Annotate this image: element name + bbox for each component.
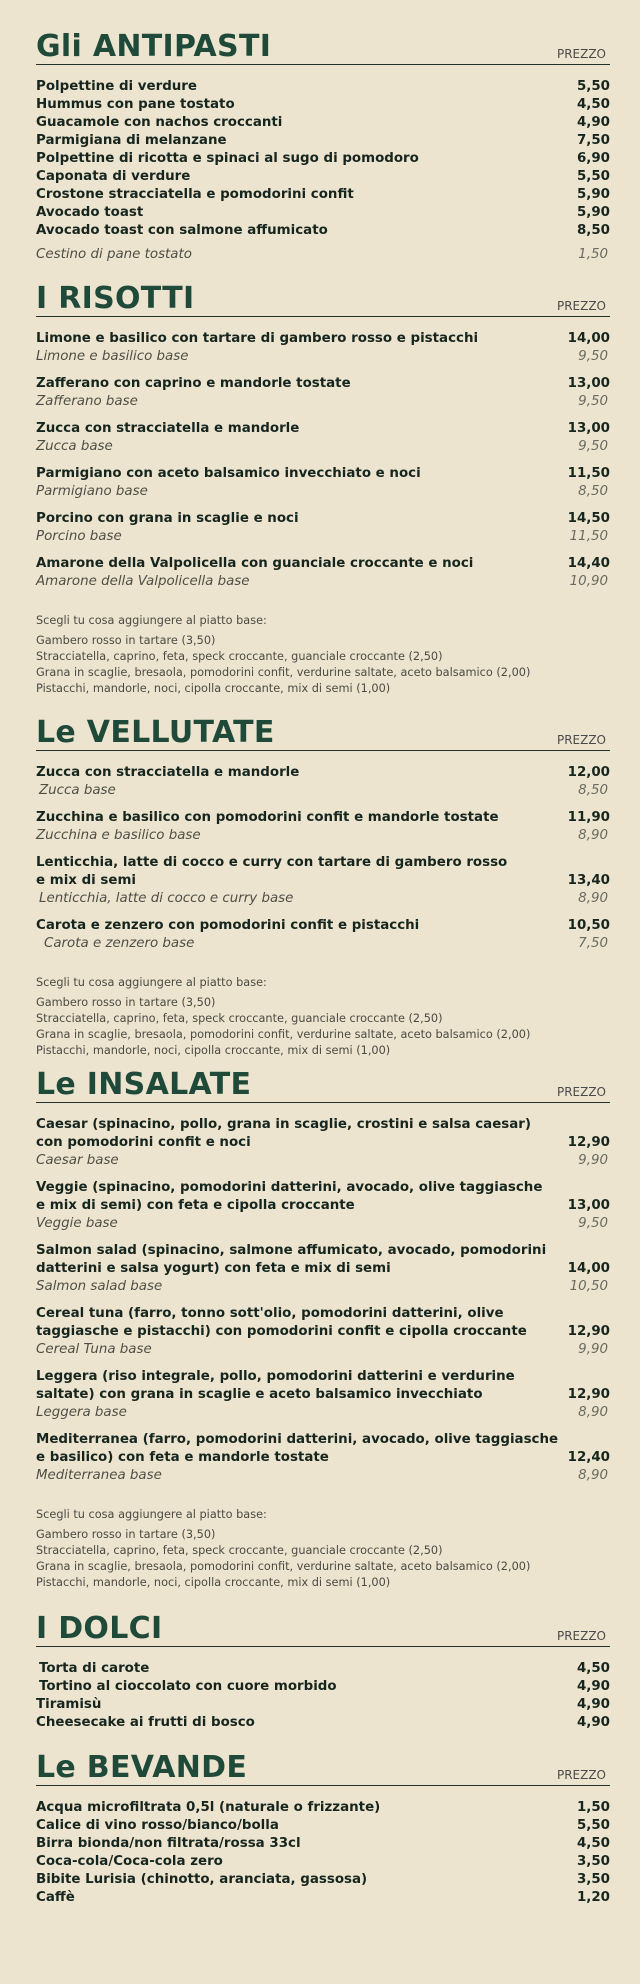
item-name: Parmigiano con aceto balsamico invecchiato e noci <box>36 466 421 481</box>
item-name: Zucca con stracciatella e mandorle <box>36 765 300 780</box>
menu-item <box>36 168 610 186</box>
item-price: 8,50 <box>576 223 610 238</box>
item-name: Coca-cola/Coca-cola zero <box>36 1854 223 1869</box>
insalate-section <box>36 1067 610 1591</box>
section-title: Le INSALATE <box>36 1067 252 1102</box>
base-name: Limone e basilico base <box>36 349 189 364</box>
base-name: Caesar base <box>36 1153 119 1168</box>
item-price: 1,50 <box>576 1800 610 1815</box>
item-name: Torta di carote <box>39 1661 150 1676</box>
item-price: 14,00 <box>567 331 610 346</box>
menu-item <box>36 1817 610 1835</box>
item-name-continued: e mix di semi <box>36 873 137 888</box>
item-price: 4,90 <box>576 115 610 130</box>
menu-item <box>36 96 610 114</box>
menu-item <box>36 1714 610 1732</box>
base-name: Zucca base <box>39 783 116 798</box>
item-name: Lenticchia, latte di cocco e curry con tartare di gambero rosso <box>36 855 508 870</box>
item-list <box>36 1116 610 1485</box>
base-name: Porcino base <box>36 529 122 544</box>
addons-heading: Scegli tu cosa aggiungere al piatto base: <box>36 976 267 989</box>
item-price: 5,50 <box>576 169 610 184</box>
menu-item <box>36 420 610 456</box>
price-column-label: PREZZO <box>556 733 606 747</box>
item-price: 4,90 <box>576 1715 610 1730</box>
item-name: Amarone della Valpolicella con guanciale croccante e noci <box>36 556 474 571</box>
price-column-label: PREZZO <box>556 1085 606 1099</box>
base-name: Zafferano base <box>36 394 138 409</box>
item-name: Calice di vino rosso/bianco/bolla <box>36 1818 279 1833</box>
item-name: Mediterranea (farro, pomodorini datterini, avocado, olive taggiasche <box>36 1432 559 1447</box>
base-price: 9,50 <box>578 349 608 364</box>
menu-item <box>36 854 610 908</box>
item-name: Cheesecake ai frutti di bosco <box>36 1715 255 1730</box>
menu-item <box>36 150 610 168</box>
item-name-continued: datterini e salsa yogurt) con feta e mix di semi <box>36 1261 391 1276</box>
item-name: Zafferano con caprino e mandorle tostate <box>36 376 351 391</box>
addon-line: Stracciatella, caprino, feta, speck croccante, guanciale croccante (2,50) <box>36 1012 443 1025</box>
vellutate-section <box>36 715 610 1059</box>
item-price: 12,90 <box>567 1324 610 1339</box>
menu-item <box>36 1368 610 1422</box>
bevande-section <box>36 1750 610 1907</box>
item-price: 12,90 <box>567 1387 610 1402</box>
item-price: 14,00 <box>567 1261 610 1276</box>
item-name: Avocado toast <box>36 205 144 220</box>
section-title: Le VELLUTATE <box>36 715 275 750</box>
item-price: 14,50 <box>567 511 610 526</box>
addon-line: Stracciatella, caprino, feta, speck croccante, guanciale croccante (2,50) <box>36 1544 443 1557</box>
addons-block <box>36 1507 610 1591</box>
base-name: Carota e zenzero base <box>44 936 195 951</box>
item-name-continued: taggiasche e pistacchi) con pomodorini confit e cipolla croccante <box>36 1324 527 1339</box>
addon-line: Gambero rosso in tartare (3,50) <box>36 1528 216 1541</box>
base-name: Amarone della Valpolicella base <box>36 574 250 589</box>
section-header <box>36 1611 610 1647</box>
risotti-section <box>36 281 610 697</box>
addon-line: Grana in scaglie, bresaola, pomodorini confit, verdurine saltate, aceto balsamico (2,00) <box>36 1028 531 1041</box>
item-name: Zucca con stracciatella e mandorle <box>36 421 300 436</box>
addons-heading: Scegli tu cosa aggiungere al piatto base: <box>36 614 267 627</box>
section-header <box>36 1067 610 1103</box>
item-name-continued: saltate) con grana in scaglie e aceto balsamico invecchiato <box>36 1387 483 1402</box>
item-name: Tortino al cioccolato con cuore morbido <box>39 1679 337 1694</box>
section-title: I DOLCI <box>36 1611 163 1646</box>
item-price: 4,90 <box>576 1679 610 1694</box>
item-name: Polpettine di ricotta e spinaci al sugo di pomodoro <box>36 151 419 166</box>
addons-block <box>36 975 610 1059</box>
item-name: Cestino di pane tostato <box>36 247 192 262</box>
item-name: Caponata di verdure <box>36 169 191 184</box>
item-name: Tiramisù <box>36 1697 102 1712</box>
menu-item <box>36 1678 610 1696</box>
item-price: 14,40 <box>567 556 610 571</box>
item-list <box>36 78 610 264</box>
base-price: 8,50 <box>578 783 608 798</box>
item-name: Birra bionda/non filtrata/rossa 33cl <box>36 1836 301 1851</box>
price-column-label: PREZZO <box>556 299 606 313</box>
addon-line: Gambero rosso in tartare (3,50) <box>36 634 216 647</box>
item-name-continued: con pomodorini confit e noci <box>36 1135 251 1150</box>
menu-item <box>36 78 610 96</box>
base-price: 8,90 <box>578 828 608 843</box>
menu-item <box>36 809 610 845</box>
menu-item <box>36 1889 610 1907</box>
base-price: 10,90 <box>569 574 608 589</box>
menu-item <box>36 204 610 222</box>
section-title: Gli ANTIPASTI <box>36 29 272 64</box>
section-header <box>36 715 610 751</box>
item-price: 7,50 <box>576 133 610 148</box>
menu-item <box>36 114 610 132</box>
item-list <box>36 330 610 591</box>
item-price: 1,50 <box>578 247 608 262</box>
section-title: I RISOTTI <box>36 281 195 316</box>
item-list <box>36 1660 610 1732</box>
menu-item <box>36 330 610 366</box>
base-price: 8,50 <box>578 484 608 499</box>
item-price: 5,90 <box>576 187 610 202</box>
addon-line: Pistacchi, mandorle, noci, cipolla croccante, mix di semi (1,00) <box>36 1576 391 1589</box>
base-name: Zucca base <box>36 439 113 454</box>
menu-item <box>36 1179 610 1233</box>
menu-item <box>36 555 610 591</box>
item-price: 12,40 <box>567 1450 610 1465</box>
item-price: 11,90 <box>567 810 610 825</box>
menu-item <box>36 1242 610 1296</box>
item-price: 1,20 <box>576 1890 610 1905</box>
item-name: Caesar (spinacino, pollo, grana in scaglie, crostini e salsa caesar) <box>36 1117 532 1132</box>
base-name: Parmigiano base <box>36 484 148 499</box>
item-name: Crostone stracciatella e pomodorini confit <box>36 187 354 202</box>
item-price: 5,50 <box>576 79 610 94</box>
item-name: Cereal tuna (farro, tonno sott'olio, pomodorini datterini, olive <box>36 1306 504 1321</box>
item-name: Parmigiana di melanzane <box>36 133 227 148</box>
section-header <box>36 1750 610 1786</box>
item-list <box>36 1799 610 1907</box>
addons-block <box>36 613 610 697</box>
menu-item <box>36 764 610 800</box>
menu-item <box>36 222 610 240</box>
item-price: 6,90 <box>576 151 610 166</box>
base-price: 9,50 <box>578 1216 608 1231</box>
item-name: Bibite Lurisia (chinotto, aranciata, gassosa) <box>36 1872 368 1887</box>
base-price: 9,90 <box>578 1153 608 1168</box>
item-price: 4,50 <box>576 97 610 112</box>
menu-item <box>36 917 610 953</box>
menu-item <box>36 132 610 150</box>
item-price: 13,00 <box>567 1198 610 1213</box>
item-name: Guacamole con nachos croccanti <box>36 115 283 130</box>
base-price: 9,50 <box>578 394 608 409</box>
item-price: 4,50 <box>576 1836 610 1851</box>
item-name: Acqua microfiltrata 0,5l (naturale o frizzante) <box>36 1800 381 1815</box>
base-price: 10,50 <box>569 1279 608 1294</box>
item-price: 4,50 <box>576 1661 610 1676</box>
item-name: Polpettine di verdure <box>36 79 197 94</box>
item-price: 5,50 <box>576 1818 610 1833</box>
item-price: 10,50 <box>567 918 610 933</box>
antipasti-section <box>36 29 610 264</box>
base-name: Zucchina e basilico base <box>36 828 201 843</box>
base-name: Mediterranea base <box>36 1468 162 1483</box>
item-name: Limone e basilico con tartare di gambero rosso e pistacchi <box>36 331 479 346</box>
menu-item <box>36 1871 610 1889</box>
base-name: Salmon salad base <box>36 1279 163 1294</box>
addon-line: Grana in scaglie, bresaola, pomodorini confit, verdurine saltate, aceto balsamico (2,00) <box>36 1560 531 1573</box>
menu-item <box>36 1660 610 1678</box>
addon-line: Gambero rosso in tartare (3,50) <box>36 996 216 1009</box>
base-name: Lenticchia, latte di cocco e curry base <box>39 891 294 906</box>
item-price: 11,50 <box>567 466 610 481</box>
menu-item-extra <box>36 246 610 264</box>
base-name: Leggera base <box>36 1405 127 1420</box>
base-price: 9,50 <box>578 439 608 454</box>
item-price: 12,90 <box>567 1135 610 1150</box>
base-price: 9,90 <box>578 1342 608 1357</box>
menu-item <box>36 1835 610 1853</box>
item-price: 12,00 <box>567 765 610 780</box>
menu-item <box>36 1696 610 1714</box>
base-price: 8,90 <box>578 1468 608 1483</box>
addon-line: Pistacchi, mandorle, noci, cipolla croccante, mix di semi (1,00) <box>36 1044 391 1057</box>
addon-line: Pistacchi, mandorle, noci, cipolla croccante, mix di semi (1,00) <box>36 682 391 695</box>
menu-item <box>36 186 610 204</box>
menu-item <box>36 465 610 501</box>
item-price: 3,50 <box>576 1854 610 1869</box>
section-header <box>36 29 610 65</box>
item-name: Salmon salad (spinacino, salmone affumicato, avocado, pomodorini <box>36 1243 547 1258</box>
addons-heading: Scegli tu cosa aggiungere al piatto base: <box>36 1508 267 1521</box>
menu-item <box>36 1799 610 1817</box>
menu-item <box>36 1853 610 1871</box>
addon-line: Grana in scaglie, bresaola, pomodorini confit, verdurine saltate, aceto balsamico (2,00) <box>36 666 531 679</box>
item-name: Leggera (riso integrale, pollo, pomodorini datterini e verdurine <box>36 1369 515 1384</box>
menu-item <box>36 510 610 546</box>
dolci-section <box>36 1611 610 1732</box>
base-price: 7,50 <box>578 936 608 951</box>
section-title: Le BEVANDE <box>36 1750 248 1785</box>
item-price: 4,90 <box>576 1697 610 1712</box>
section-header <box>36 281 610 317</box>
item-name: Zucchina e basilico con pomodorini confit e mandorle tostate <box>36 810 499 825</box>
price-column-label: PREZZO <box>556 1629 606 1643</box>
menu-item <box>36 1305 610 1359</box>
item-name: Avocado toast con salmone affumicato <box>36 223 328 238</box>
item-price: 13,00 <box>567 421 610 436</box>
item-price: 5,90 <box>576 205 610 220</box>
item-price: 13,40 <box>567 873 610 888</box>
item-name: Porcino con grana in scaglie e noci <box>36 511 299 526</box>
item-price: 3,50 <box>576 1872 610 1887</box>
item-name-continued: e basilico) con feta e mandorle tostate <box>36 1450 329 1465</box>
item-price: 13,00 <box>567 376 610 391</box>
addon-line: Stracciatella, caprino, feta, speck croccante, guanciale croccante (2,50) <box>36 650 443 663</box>
base-name: Cereal Tuna base <box>36 1342 152 1357</box>
item-name: Hummus con pane tostato <box>36 97 235 112</box>
menu-item <box>36 375 610 411</box>
price-column-label: PREZZO <box>556 1768 606 1782</box>
base-price: 8,90 <box>578 891 608 906</box>
base-price: 8,90 <box>578 1405 608 1420</box>
item-name: Veggie (spinacino, pomodorini datterini, avocado, olive taggiasche <box>36 1180 543 1195</box>
item-name: Carota e zenzero con pomodorini confit e pistacchi <box>36 918 420 933</box>
item-name-continued: e mix di semi) con feta e cipolla croccante <box>36 1198 355 1213</box>
price-column-label: PREZZO <box>556 47 606 61</box>
base-name: Veggie base <box>36 1216 118 1231</box>
item-list <box>36 764 610 953</box>
menu-item <box>36 1116 610 1170</box>
base-price: 11,50 <box>569 529 608 544</box>
item-name: Caffè <box>36 1890 75 1905</box>
menu-item <box>36 1431 610 1485</box>
